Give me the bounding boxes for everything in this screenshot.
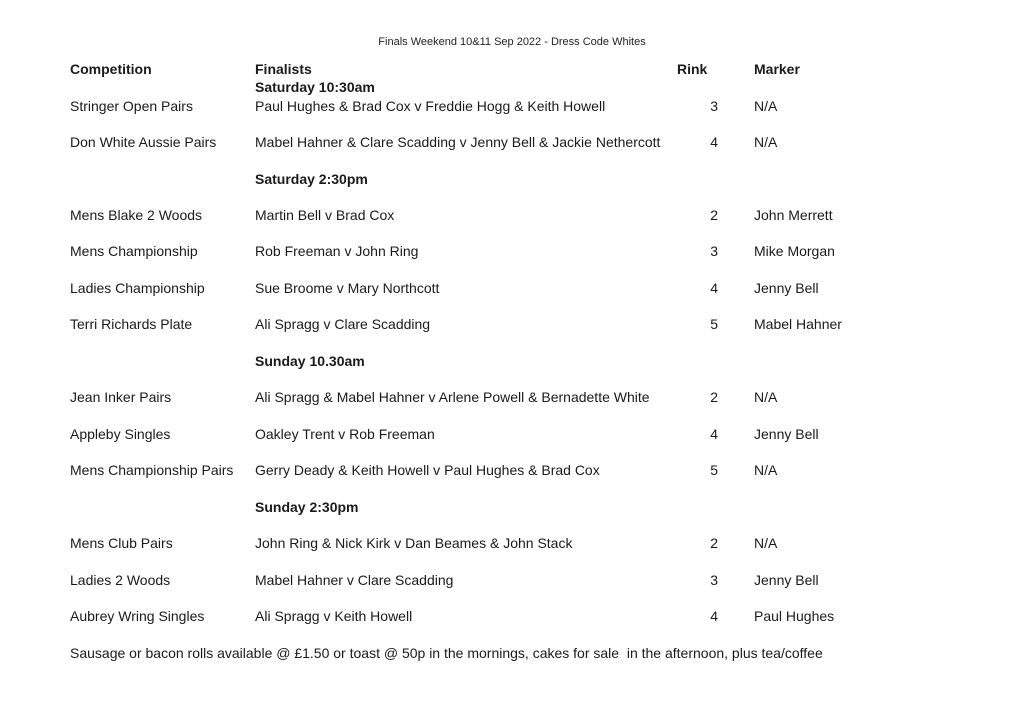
refreshments-note: Sausage or bacon rolls available @ £1.50 or toast @ 50p in the mornings, cakes for sale in the afternoon, plus tea/coffee — [70, 645, 823, 661]
table-row — [0, 132, 1024, 152]
table-row — [0, 96, 1024, 116]
rink-cell: 5 — [710, 462, 718, 478]
finalists-cell: Mabel Hahner v Clare Scadding — [255, 572, 454, 588]
rink-cell: 2 — [710, 389, 718, 405]
finalists-cell: Mabel Hahner & Clare Scadding v Jenny Bell & Jackie Nethercott — [255, 134, 661, 150]
section-label: Sunday 10.30am — [255, 353, 365, 369]
rink-cell: 3 — [710, 572, 718, 588]
section-heading — [0, 351, 1024, 371]
marker-cell: Paul Hughes — [754, 608, 835, 624]
header-finalists: Finalists — [255, 61, 312, 77]
competition-cell: Appleby Singles — [70, 426, 171, 442]
marker-cell: Jenny Bell — [754, 572, 819, 588]
table-row — [0, 570, 1024, 590]
table-row — [0, 424, 1024, 444]
header-marker: Marker — [754, 61, 800, 77]
table-row — [0, 460, 1024, 480]
table-row — [0, 241, 1024, 261]
rink-cell: 4 — [710, 608, 718, 624]
header-competition: Competition — [70, 61, 152, 77]
competition-cell: Aubrey Wring Singles — [70, 608, 205, 624]
section-heading — [0, 77, 1024, 97]
rink-cell: 4 — [710, 134, 718, 150]
marker-cell: Jenny Bell — [754, 426, 819, 442]
table-row — [0, 606, 1024, 626]
competition-cell: Don White Aussie Pairs — [70, 134, 217, 150]
finalists-cell: Ali Spragg v Keith Howell — [255, 608, 413, 624]
marker-cell: N/A — [754, 98, 778, 114]
competition-cell: Stringer Open Pairs — [70, 98, 193, 114]
competition-cell: Mens Championship Pairs — [70, 462, 234, 478]
rink-cell: 4 — [710, 426, 718, 442]
section-heading — [0, 497, 1024, 517]
table-row — [0, 387, 1024, 407]
table-row — [0, 533, 1024, 553]
finalists-cell: John Ring & Nick Kirk v Dan Beames & John Stack — [255, 535, 573, 551]
competition-cell: Ladies 2 Woods — [70, 572, 171, 588]
section-label: Saturday 2:30pm — [255, 171, 368, 187]
competition-cell: Jean Inker Pairs — [70, 389, 172, 405]
marker-cell: N/A — [754, 462, 778, 478]
competition-cell: Ladies Championship — [70, 280, 205, 296]
finalists-cell: Martin Bell v Brad Cox — [255, 207, 395, 223]
table-row — [0, 314, 1024, 334]
section-label: Saturday 10:30am — [255, 79, 375, 95]
page-title: Finals Weekend 10&11 Sep 2022 - Dress Code Whites — [378, 36, 646, 48]
finalists-cell: Paul Hughes & Brad Cox v Freddie Hogg & Keith Howell — [255, 98, 606, 114]
finalists-cell: Ali Spragg & Mabel Hahner v Arlene Powell & Bernadette White — [255, 389, 650, 405]
rink-cell: 3 — [710, 243, 718, 259]
marker-cell: John Merrett — [754, 207, 833, 223]
competition-cell: Terri Richards Plate — [70, 316, 193, 332]
competition-cell: Mens Club Pairs — [70, 535, 173, 551]
table-row — [0, 205, 1024, 225]
rink-cell: 4 — [710, 280, 718, 296]
section-label: Sunday 2:30pm — [255, 499, 359, 515]
rink-cell: 2 — [710, 535, 718, 551]
marker-cell: Mabel Hahner — [754, 316, 842, 332]
competition-cell: Mens Championship — [70, 243, 198, 259]
marker-cell: Mike Morgan — [754, 243, 835, 259]
marker-cell: N/A — [754, 535, 778, 551]
section-heading — [0, 169, 1024, 189]
finalists-cell: Rob Freeman v John Ring — [255, 243, 419, 259]
header-row — [0, 59, 1024, 79]
header-rink: Rink — [677, 61, 708, 77]
marker-cell: Jenny Bell — [754, 280, 819, 296]
finalists-cell: Oakley Trent v Rob Freeman — [255, 426, 435, 442]
rink-cell: 5 — [710, 316, 718, 332]
rink-cell: 2 — [710, 207, 718, 223]
finalists-cell: Gerry Deady & Keith Howell v Paul Hughes & Brad Cox — [255, 462, 600, 478]
finalists-cell: Ali Spragg v Clare Scadding — [255, 316, 431, 332]
competition-cell: Mens Blake 2 Woods — [70, 207, 203, 223]
marker-cell: N/A — [754, 389, 778, 405]
finalists-cell: Sue Broome v Mary Northcott — [255, 280, 440, 296]
table-row — [0, 278, 1024, 298]
rink-cell: 3 — [710, 98, 718, 114]
marker-cell: N/A — [754, 134, 778, 150]
